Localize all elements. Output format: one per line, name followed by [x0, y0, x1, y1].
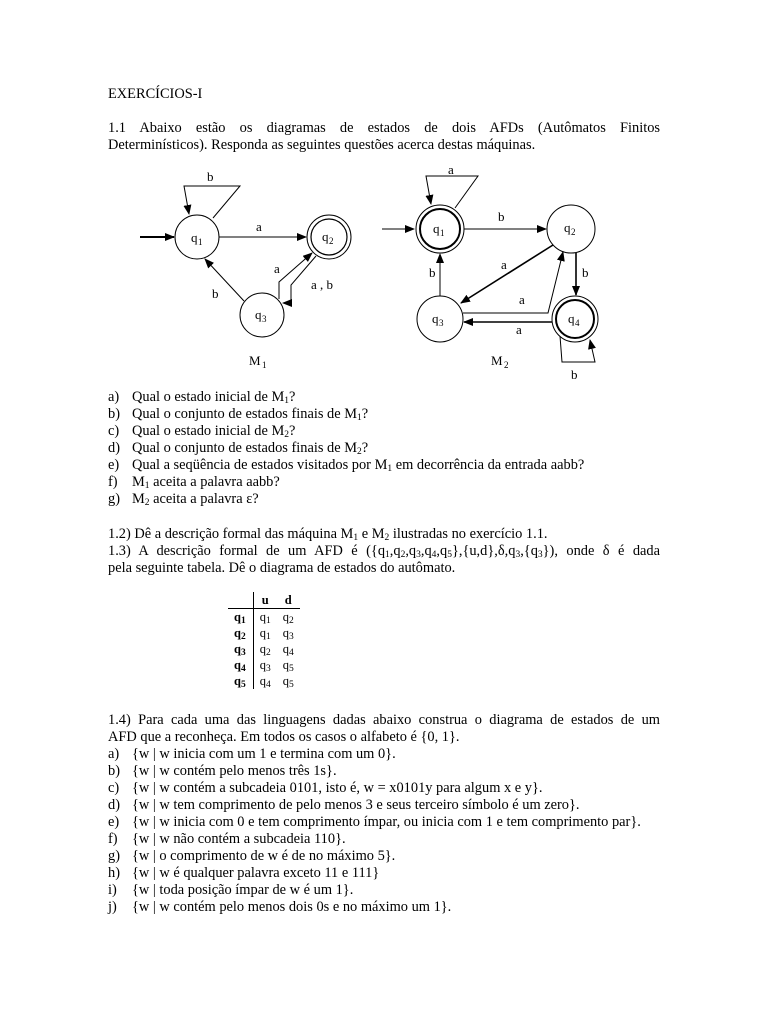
question-item [108, 440, 660, 457]
question-text-end: ? [289, 423, 296, 439]
m1-loop-q1 [184, 186, 240, 218]
language-item [108, 882, 660, 899]
transition-table [228, 592, 300, 689]
m2-label-loop-b: b [571, 367, 578, 382]
question-subscript: 1 [144, 481, 150, 491]
table-row [228, 625, 300, 641]
cell-d: q4 [282, 642, 294, 658]
question-text-end: em decorrência da entrada aabb? [392, 457, 585, 473]
language-item [108, 865, 660, 882]
language-label: i) [108, 882, 117, 898]
language-text: {w | toda posição ímpar de w é um 1}. [132, 882, 354, 898]
question-subscript: 2 [357, 447, 362, 457]
question-text-end: ? [361, 440, 369, 456]
cell-d: q5 [282, 674, 294, 690]
cell-u: q2 [259, 642, 271, 658]
table-row [228, 641, 300, 657]
language-text: {w | o comprimento de w é de no máximo 5}. [132, 848, 396, 864]
question-subscript: 2 [284, 430, 290, 440]
ex-1-2-mid: e M [358, 526, 385, 542]
row-state-cell: q2 [228, 625, 253, 641]
svg-text:2: 2 [571, 227, 576, 237]
svg-text:3: 3 [439, 318, 444, 328]
question-item [108, 474, 660, 491]
m2-edge-q2-q3 [461, 245, 553, 303]
m1-state-q3 [240, 293, 284, 337]
language-label: c) [108, 780, 120, 796]
question-label: a) [108, 389, 120, 405]
question-text-end: aceita a palavra ε? [149, 491, 259, 507]
page-title: EXERCÍCIOS-I [108, 86, 203, 102]
language-label: h) [108, 865, 120, 881]
question-text: Qual a seqüência de estados visitados por M [132, 457, 388, 473]
questions-list [108, 389, 660, 508]
m2-label-q3-q1: b [429, 265, 436, 280]
question-item [108, 457, 660, 474]
svg-text:q: q [564, 220, 571, 235]
svg-text:q: q [322, 229, 329, 244]
m2-caption-sub: 2 [504, 360, 509, 370]
question-subscript: 2 [144, 498, 150, 508]
table-header-row [228, 592, 300, 609]
language-text: {w | w inicia com um 1 e termina com um 0}. [132, 746, 396, 762]
svg-text:1: 1 [440, 228, 445, 238]
language-item [108, 814, 660, 831]
ex-1-2-sub-2: 2 [384, 533, 390, 543]
row-state-cell: q4 [228, 657, 253, 673]
ex-1-4-line-1: 1.4) Para cada uma das linguagens dadas abaixo construa o diagrama de estados de um [108, 712, 660, 728]
question-text: Qual o estado inicial de M [132, 389, 285, 405]
question-text-end: ? [289, 389, 296, 405]
language-item [108, 780, 660, 797]
m1-edge-q3-q1 [205, 259, 244, 301]
m2-state-q1 [416, 205, 464, 253]
m1-state-q2 [307, 215, 351, 259]
cell-u: q1 [259, 626, 271, 642]
question-item [108, 389, 660, 406]
m2-loop-q1 [426, 176, 478, 208]
question-item [108, 423, 660, 440]
cell-u: q1 [259, 610, 271, 626]
m2-label-q2-q3: a [501, 257, 507, 272]
svg-text:q: q [433, 221, 440, 236]
cell-d: q2 [282, 610, 294, 626]
svg-text:q: q [191, 230, 198, 245]
language-label: e) [108, 814, 120, 830]
language-item [108, 899, 660, 916]
m1-label-q1-q2: a [256, 219, 262, 234]
svg-text:3: 3 [262, 314, 267, 324]
question-text: Qual o estado inicial de M [132, 423, 285, 439]
language-item [108, 797, 660, 814]
svg-text:2: 2 [329, 236, 334, 246]
exercise-1-4 [108, 712, 660, 746]
language-label: a) [108, 746, 120, 762]
question-text-end: ? [361, 406, 369, 422]
m1-edge-q3-q2 [279, 253, 312, 299]
ex-1-3-line-2: pela seguinte tabela. Dê o diagrama de estados do autômato. [108, 560, 456, 576]
exercise-1-3 [108, 543, 660, 577]
intro-line-1: 1.1 Abaixo estão os diagramas de estados de dois AFDs (Autômatos Finitos [108, 120, 660, 136]
intro-line-2: Determinísticos). Responda as seguintes questões acerca destas máquinas. [108, 137, 536, 153]
m2-label-q2-q4: b [582, 265, 589, 280]
m2-label-q1-q2: b [498, 209, 505, 224]
cell-d: q5 [282, 658, 294, 674]
state-diagrams [0, 160, 768, 385]
m1-caption-sub: 1 [262, 360, 267, 370]
language-label: g) [108, 848, 120, 864]
svg-text:q: q [432, 311, 439, 326]
language-text: {w | w tem comprimento de pelo menos 3 e seus terceiro símbolo é um zero}. [132, 797, 580, 813]
language-text: {w | w contém a subcadeia 0101, isto é, w = x0101y para algum x e y}. [132, 780, 543, 796]
m1-label-q2-q3: a , b [311, 277, 334, 292]
m2-state-q3 [417, 296, 463, 342]
table-corner [228, 592, 253, 609]
m1-state-q1 [175, 215, 219, 259]
language-item [108, 763, 660, 780]
cell-u: q4 [259, 674, 271, 690]
cell-d: q3 [282, 626, 294, 642]
diagram-m2 [382, 162, 598, 382]
language-label: f) [108, 831, 118, 847]
table-row [228, 673, 300, 689]
language-label: d) [108, 797, 120, 813]
question-item [108, 491, 660, 508]
question-label: d) [108, 440, 120, 456]
language-label: b) [108, 763, 120, 779]
m1-label-loop-b: b [207, 169, 214, 184]
language-label: j) [108, 899, 117, 915]
ex-1-3-line-1: 1.3) A descrição formal de um AFD é ({q1,q2,q3,q4,q5},{u,d},δ,q3,{q3}), onde δ é dada [108, 543, 660, 560]
m2-label-q3-q2: a [519, 292, 525, 307]
question-label: e) [108, 457, 120, 473]
cell-u: q3 [259, 658, 271, 674]
table-body [228, 609, 300, 690]
question-subscript: 1 [284, 396, 290, 406]
language-text: {w | w contém pelo menos dois 0s e no máximo um 1}. [132, 899, 452, 915]
ex-1-4-line-2: AFD que a reconheça. Em todos os casos o alfabeto é {0, 1}. [108, 729, 460, 745]
language-text: {w | w é qualquer palavra exceto 11 e 111} [132, 865, 380, 881]
column-header-d: d [277, 592, 300, 609]
m2-state-q4 [552, 296, 598, 342]
language-item [108, 831, 660, 848]
languages-list [108, 746, 660, 916]
table-row [228, 609, 300, 626]
question-text: Qual o conjunto de estados finais de M [132, 440, 358, 456]
table-row [228, 657, 300, 673]
question-item [108, 406, 660, 423]
row-state-cell: q3 [228, 641, 253, 657]
column-header-u: u [253, 592, 277, 609]
question-label: c) [108, 423, 120, 439]
question-label: f) [108, 474, 118, 490]
language-text: {w | w contém pelo menos três 1s}. [132, 763, 337, 779]
language-item [108, 848, 660, 865]
exercise-1-2 [108, 526, 660, 543]
m2-state-q2 [547, 205, 595, 253]
svg-text:q: q [255, 307, 262, 322]
m1-caption: M [249, 353, 261, 368]
row-state-cell: q1 [228, 609, 253, 626]
row-state-cell: q5 [228, 673, 253, 689]
exercise-1-1-intro [108, 120, 660, 154]
question-text: M [132, 474, 145, 490]
question-subscript: 1 [357, 413, 362, 423]
ex-1-2-end: ilustradas no exercício 1.1. [389, 526, 548, 542]
m1-label-q3-q2: a [274, 261, 280, 276]
diagram-m1 [140, 169, 351, 370]
question-text-end: aceita a palavra aabb? [149, 474, 280, 490]
language-item [108, 746, 660, 763]
m2-label-q4-q3: a [516, 322, 522, 337]
ex-1-2-sub-1: 1 [353, 533, 359, 543]
m2-label-loop-a: a [448, 162, 454, 177]
language-text: {w | w inicia com 0 e tem comprimento ímpar, ou inicia com 1 e tem comprimento par}. [132, 814, 641, 830]
svg-text:q: q [568, 311, 575, 326]
question-subscript: 1 [387, 464, 393, 474]
m1-label-q3-q1: b [212, 286, 219, 301]
ex-1-2-text: 1.2) Dê a descrição formal das máquina M [108, 526, 354, 542]
question-text: Qual o conjunto de estados finais de M [132, 406, 358, 422]
question-label: b) [108, 406, 120, 422]
m2-edge-q3-q2 [463, 252, 563, 313]
svg-text:4: 4 [575, 318, 580, 328]
m2-caption: M [491, 353, 503, 368]
question-text: M [132, 491, 145, 507]
question-label: g) [108, 491, 120, 507]
svg-text:1: 1 [198, 237, 203, 247]
language-text: {w | w não contém a subcadeia 110}. [132, 831, 346, 847]
